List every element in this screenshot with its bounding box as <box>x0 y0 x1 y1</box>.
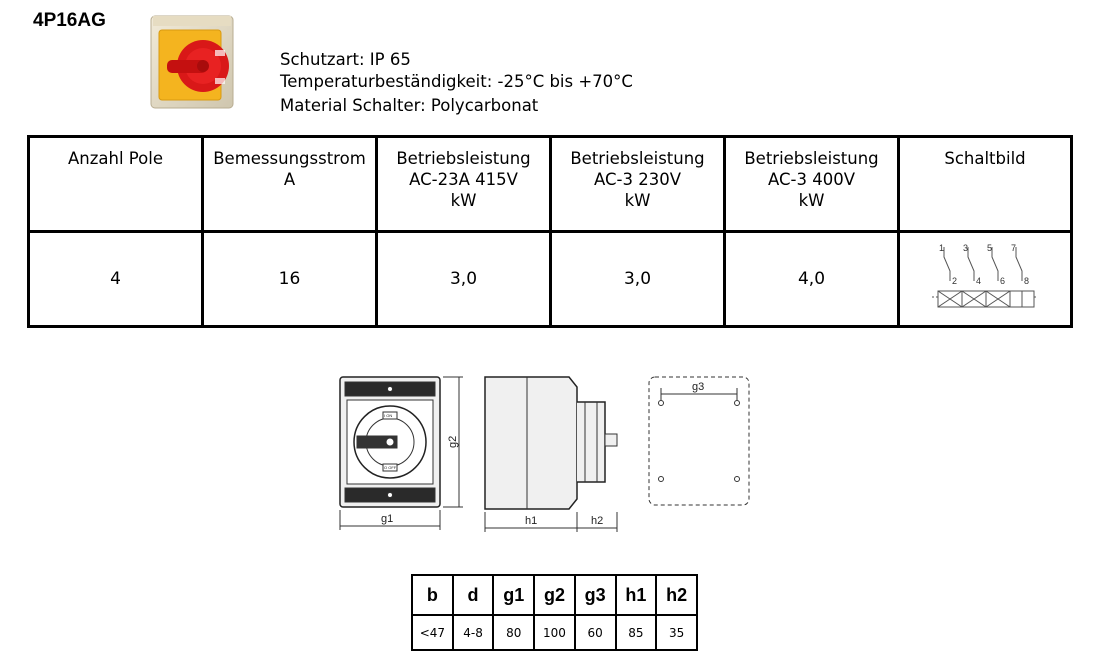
technical-drawing <box>335 372 760 537</box>
dim-value-g2: 100 <box>534 615 575 650</box>
dimensions-value-row <box>412 615 697 650</box>
terminal-label: 1 <box>939 243 945 253</box>
dim-header-b: b <box>412 575 453 615</box>
dim-header-g1: g1 <box>493 575 534 615</box>
terminal-label: 6 <box>1000 276 1006 286</box>
dim-value-h2: 35 <box>656 615 697 650</box>
terminal-label: 2 <box>952 276 958 286</box>
dim-value-g3: 60 <box>575 615 616 650</box>
specification-table <box>27 135 1073 328</box>
spec-material: Material Schalter: Polycarbonat <box>280 96 539 115</box>
terminal-label: 8 <box>1024 276 1030 286</box>
dim-value-b: <47 <box>412 615 453 650</box>
spec-temperature-range: Temperaturbeständigkeit: -25°C bis +70°C <box>280 72 633 91</box>
terminal-label: 5 <box>987 243 993 253</box>
header-power-ac3-230: Betriebsleistung AC-3 230V kW <box>551 137 725 232</box>
dim-header-h2: h2 <box>656 575 697 615</box>
spec-protection-class: Schutzart: IP 65 <box>280 50 411 69</box>
header-power-ac23a: Betriebsleistung AC-23A 415V kW <box>377 137 551 232</box>
dim-header-g3: g3 <box>575 575 616 615</box>
value-power-ac3-400: 4,0 <box>725 232 899 327</box>
header-power-ac3-400: Betriebsleistung AC-3 400V kW <box>725 137 899 232</box>
dim-header-d: d <box>453 575 494 615</box>
value-rated-current: 16 <box>203 232 377 327</box>
dimensions-header-row <box>412 575 697 615</box>
terminal-label: 7 <box>1011 243 1017 253</box>
header-rated-current: Bemessungsstrom A <box>203 137 377 232</box>
switch-mark-on: I ON <box>384 413 393 418</box>
dim-header-h1: h1 <box>616 575 657 615</box>
dim-value-h1: 85 <box>616 615 657 650</box>
circuit-diagram <box>930 239 1040 319</box>
dim-value-d: 4-8 <box>453 615 494 650</box>
dim-label-g2: g2 <box>447 435 459 448</box>
table-header-row <box>29 137 1072 232</box>
terminal-label: 3 <box>963 243 969 253</box>
header-circuit-diagram: Schaltbild <box>899 137 1072 232</box>
value-power-ac23a: 3,0 <box>377 232 551 327</box>
value-poles: 4 <box>29 232 203 327</box>
dim-label-h2: h2 <box>591 515 604 527</box>
dim-label-g3: g3 <box>692 381 705 393</box>
header-poles: Anzahl Pole <box>29 137 203 232</box>
terminal-label: 4 <box>976 276 982 286</box>
circuit-diagram-cell <box>899 232 1072 327</box>
value-power-ac3-230: 3,0 <box>551 232 725 327</box>
table-row <box>29 232 1072 327</box>
switch-mark-off: O OFF <box>384 465 397 470</box>
dimensions-table <box>411 574 698 651</box>
dim-header-g2: g2 <box>534 575 575 615</box>
dim-value-g1: 80 <box>493 615 534 650</box>
product-title: 4P16AG <box>33 10 106 31</box>
product-photo <box>145 12 237 110</box>
dim-label-h1: h1 <box>525 515 538 527</box>
dim-label-g1: g1 <box>381 513 394 525</box>
